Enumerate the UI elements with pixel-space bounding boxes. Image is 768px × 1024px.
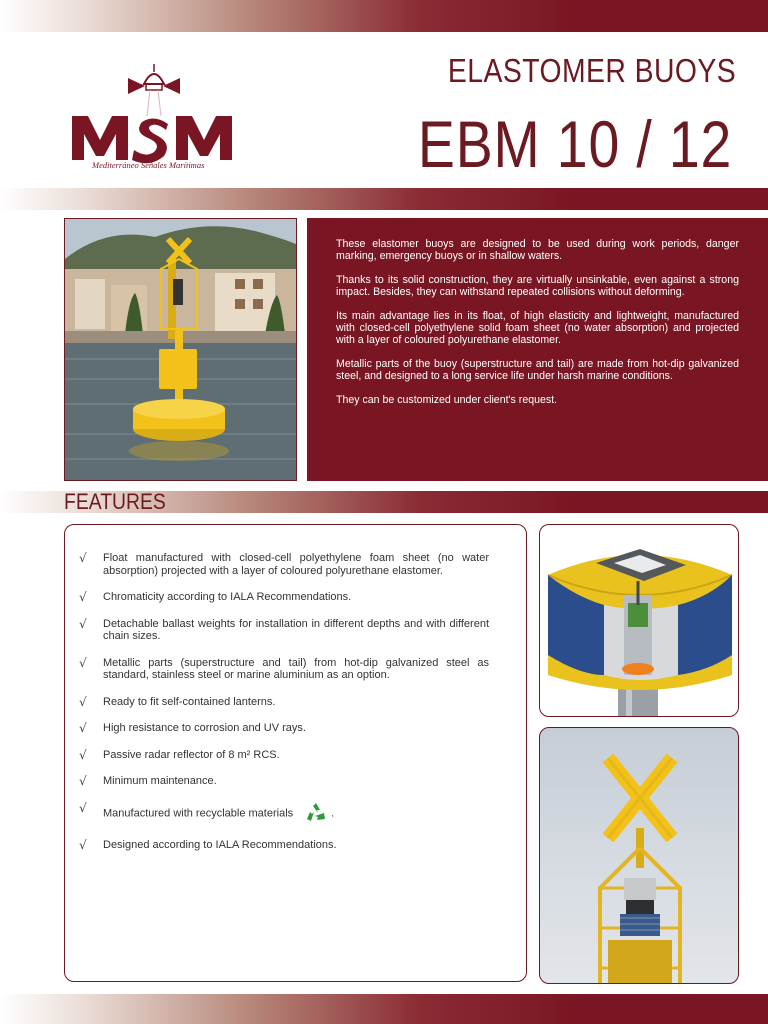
feature-item: [79, 618, 489, 643]
buoy-harbour-photo: [64, 218, 297, 481]
feature-item: [79, 722, 489, 735]
superstructure-render: [539, 727, 739, 984]
feature-item: [79, 696, 489, 709]
check-mark-icon: √: [79, 721, 87, 735]
feature-text: Designed according to IALA Recommendations.: [103, 839, 337, 851]
feature-text: Metallic parts (superstructure and tail) from hot-dip galvanized steel as standard, stainless steel or marine aluminium as an option.: [103, 656, 489, 681]
feature-text: High resistance to corrosion and UV rays.: [103, 722, 306, 734]
features-heading: FEATURES: [64, 489, 166, 514]
logo-tagline: Mediterráneo Señales Marítimas: [92, 160, 205, 170]
intro-paragraph: Thanks to its solid construction, they are virtually unsinkable, even against a strong impact. Besides, they can withstand repeated collisions without deforming.: [336, 274, 739, 298]
float-cutaway-diagram: [539, 524, 739, 717]
footer-band: [0, 994, 768, 1024]
check-mark-icon: √: [79, 655, 87, 670]
check-mark-icon: √: [79, 590, 87, 604]
intro-description: [307, 218, 768, 481]
feature-text: Passive radar reflector of 8 m² RCS.: [103, 748, 280, 761]
recycle-icon: [305, 802, 327, 826]
feature-item: [79, 839, 489, 852]
feature-item: [79, 657, 489, 682]
check-mark-icon: √: [79, 694, 87, 709]
check-mark-icon: √: [79, 616, 87, 631]
intro-paragraph: They can be customized under client's request.: [336, 394, 558, 406]
feature-text: Ready to fit self-contained lanterns.: [103, 695, 276, 708]
check-mark-icon: √: [79, 774, 87, 788]
feature-item: [79, 802, 489, 826]
intro-paragraph: These elastomer buoys are designed to be used during work periods, danger marking, emergency buoys or in shallow waters.: [336, 238, 739, 262]
feature-item: [79, 552, 489, 577]
check-mark-icon: √: [79, 551, 87, 565]
feature-text: Detachable ballast weights for installation in different depths and with different chain sizes.: [103, 617, 489, 642]
company-logo: [68, 60, 240, 172]
feature-text: Chromaticity according to IALA Recommendations.: [103, 591, 352, 603]
feature-item: [79, 749, 489, 762]
feature-text: Float manufactured with closed-cell polyethylene foam sheet (no water absorption) projected with a layer of coloured polyurethane elastomer.: [103, 552, 489, 577]
check-mark-icon: √: [79, 800, 87, 815]
recycle-suffix: .: [331, 807, 335, 820]
feature-item: [79, 591, 489, 604]
check-mark-icon: √: [79, 838, 87, 852]
document-title: EBM 10 / 12: [417, 107, 732, 181]
feature-item: [79, 775, 489, 788]
intro-paragraph: Metallic parts of the buoy (superstructure and tail) are made from hot-dip galvanized steel, and designed to a long service life under harsh marine conditions.: [336, 358, 739, 382]
document-subtitle: ELASTOMER BUOYS: [447, 52, 736, 89]
divider-band: [0, 188, 768, 210]
check-mark-icon: √: [79, 747, 87, 762]
feature-text-recyclable: Manufactured with recyclable materials: [103, 807, 294, 820]
feature-text: [103, 802, 489, 826]
header-band: [0, 0, 768, 32]
feature-text: Minimum maintenance.: [103, 775, 217, 787]
features-list: [64, 524, 527, 982]
intro-paragraph: Its main advantage lies in its float, of high elasticity and lightweight, manufactured with closed-cell polyethylene solid foam sheet (no water absorption) and projected with a layer of coloured polyurethane elastomer.: [336, 310, 739, 346]
